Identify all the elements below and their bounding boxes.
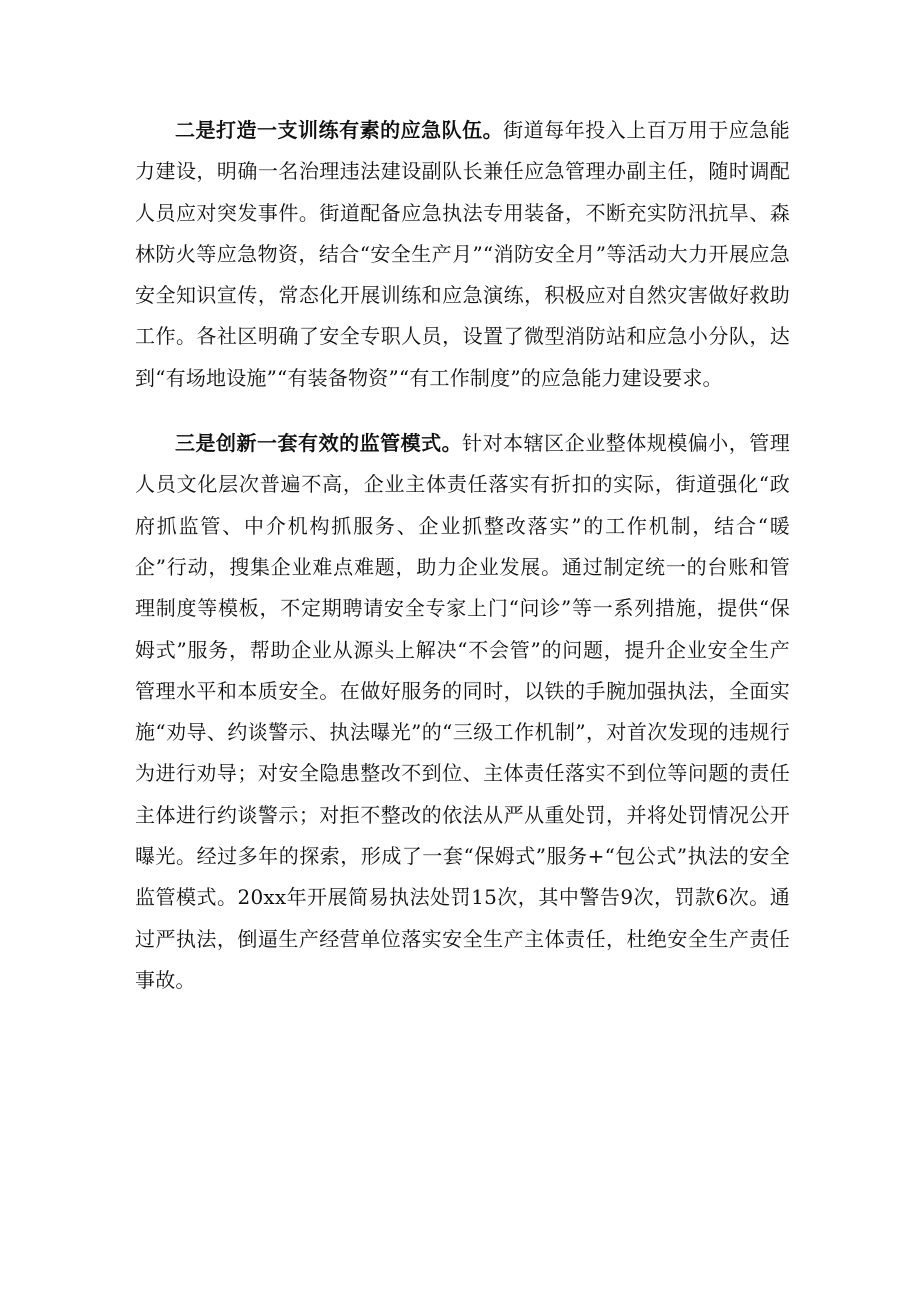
- paragraph-body: 针对本辖区企业整体规模偏小，管理人员文化层次普遍不高，企业主体责任落实有折扣的实际，街道强化“政府抓监管、中介机构抓服务、企业抓整改落实”的工作机制，结合“暖企”行动，搜集企业难点难题，助力企业发展。通过制定统一的台账和管理制度等模板，不定期聘请安全专家上门“问诊”等一系列措施，提供“保姆式”服务，帮助企业从源头上解决“不会管”的问题，提升企业安全生产管理水平和本质安全。在做好服务的同时，以铁的手腕加强执法，全面实施“劝导、约谈警示、执法曝光”的“三级工作机制”，对首次发现的违规行为进行劝导；对安全隐患整改不到位、主体责任落实不到位等问题的责任主体进行约谈警示；对拒不整改的依法从严从重处罚，并将处罚情况公开曝光。经过多年的探索，形成了一套“保姆式”服务+“包公式”执法的安全监管模式。20xx年开展简易执法处罚15次，其中警告9次，罚款6次。通过严执法，倒逼生产经营单位落实安全生产主体责任，杜绝安全生产责任事故。: [135, 431, 790, 992]
- paragraph-emergency-team: [135, 110, 790, 399]
- paragraph-heading: 三是创新一套有效的监管模式。: [175, 431, 463, 456]
- paragraph-supervision-model: [135, 423, 790, 1001]
- document-page: [135, 110, 790, 1001]
- paragraph-heading: 二是打造一支训练有素的应急队伍。: [175, 118, 504, 142]
- paragraph-body: 街道每年投入上百万用于应急能力建设，明确一名治理违法建设副队长兼任应急管理办副主任，随时调配人员应对突发事件。街道配备应急执法专用装备，不断充实防汛抗旱、森林防火等应急物资，结合“安全生产月”“消防安全月”等活动大力开展应急安全知识宣传，常态化开展训练和应急演练，积极应对自然灾害做好救助工作。各社区明确了安全专职人员，设置了微型消防站和应急小分队，达到“有场地设施”“有装备物资”“有工作制度”的应急能力建设要求。: [135, 118, 790, 390]
